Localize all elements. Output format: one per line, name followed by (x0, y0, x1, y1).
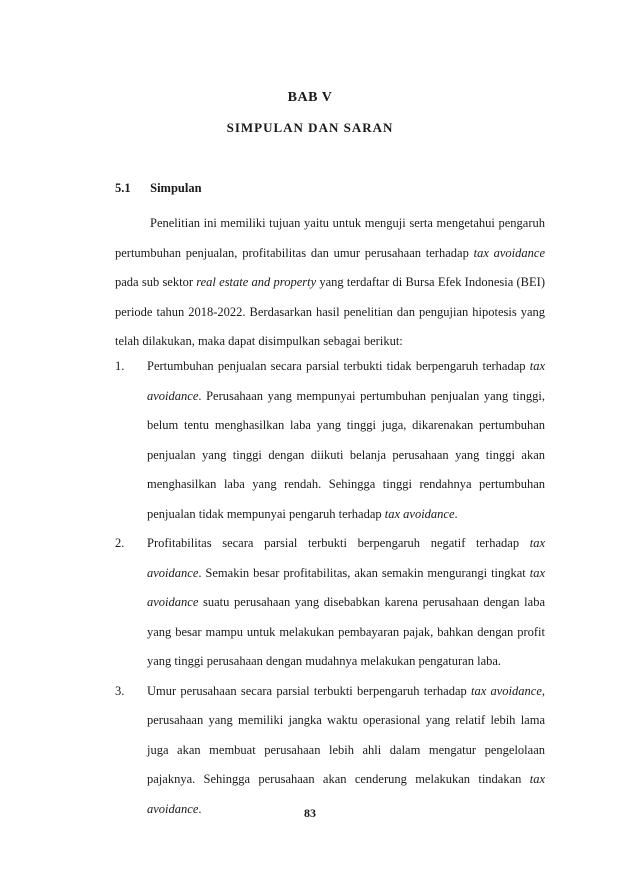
section-title: Simpulan (150, 181, 202, 195)
intro-italic-1: tax avoidance (473, 245, 545, 260)
list-item-italic: tax avoidance (470, 683, 542, 698)
list-item-text: . (198, 801, 202, 816)
list-item-number: 1. (115, 359, 125, 373)
list-item-text: , perusahaan yang memiliki jangka waktu operasional yang relatif lebih lama juga akan membuat perusahaan lebih ahli dalam mengatur pengelolaan pajaknya. Sehingga perusahaan akan cenderung melakukan tindakan (147, 683, 545, 786)
intro-italic-2: real estate and property (196, 275, 317, 289)
list-item-italic: tax avoidance (147, 536, 545, 580)
list-item-text: . (454, 506, 458, 521)
list-item-italic: tax avoidance (147, 772, 545, 816)
list-item-italic: tax avoidance (147, 359, 545, 403)
list-item (115, 352, 545, 529)
intro-text-1: Penelitian ini memiliki tujuan yaitu untuk menguji serta mengetahui pengaruh pertumbuhan penjualan, profitabilitas dan umur perusahaan terhadap (115, 216, 545, 260)
list-item-text: . Semakin besar profitabilitas, akan semakin mengurangi tingkat (198, 565, 530, 580)
list-item-number: 3. (115, 683, 125, 698)
chapter-title: SIMPULAN DAN SARAN (226, 120, 394, 135)
page-number: 83 (304, 806, 316, 820)
intro-paragraph (115, 209, 545, 357)
section-heading (115, 181, 202, 196)
list-item-text: . Perusahaan yang mempunyai pertumbuhan penjualan yang tinggi, belum tentu menghasilkan laba yang tinggi juga, dikarenakan pertumbuhan penjualan yang tinggi dengan diikuti belanja perusahaan yang tinggi akan menghasilkan laba yang rendah. Sehingga tinggi rendahnya pertumbuhan penjualan tidak mempunyai pengaruh terhadap (147, 388, 545, 521)
list-item-text: Profitabilitas secara parsial terbukti berpengaruh negatif terhadap (147, 536, 530, 550)
list-item-text: Umur perusahaan secara parsial terbukti berpengaruh terhadap (147, 683, 471, 698)
section-number: 5.1 (115, 181, 131, 195)
chapter-label: BAB V (287, 90, 333, 105)
intro-text-3: yang terdaftar di Bursa Efek Indonesia (BEI) periode tahun 2018-2022. Berdasarkan hasil penelitian dan pengujian hipotesis yang telah dilakukan, maka dapat disimpulkan sebagai berikut: (115, 275, 545, 348)
list-item-text: Pertumbuhan penjualan secara parsial terbukti tidak berpengaruh terhadap (147, 359, 530, 373)
conclusion-list (115, 352, 545, 824)
list-item-number: 2. (115, 536, 125, 550)
intro-text-2: pada sub sektor (115, 275, 197, 289)
list-item-text: suatu perusahaan yang disebabkan karena perusahaan dengan laba yang besar mampu untuk melakukan pembayaran pajak, bahkan dengan profit yang tinggi perusahaan dengan mudahnya melakukan pengaturan laba. (147, 595, 545, 668)
list-item (115, 529, 545, 677)
list-item (115, 677, 545, 825)
list-item-italic: tax avoidance (384, 506, 455, 521)
list-item-italic: tax avoidance (147, 565, 545, 609)
